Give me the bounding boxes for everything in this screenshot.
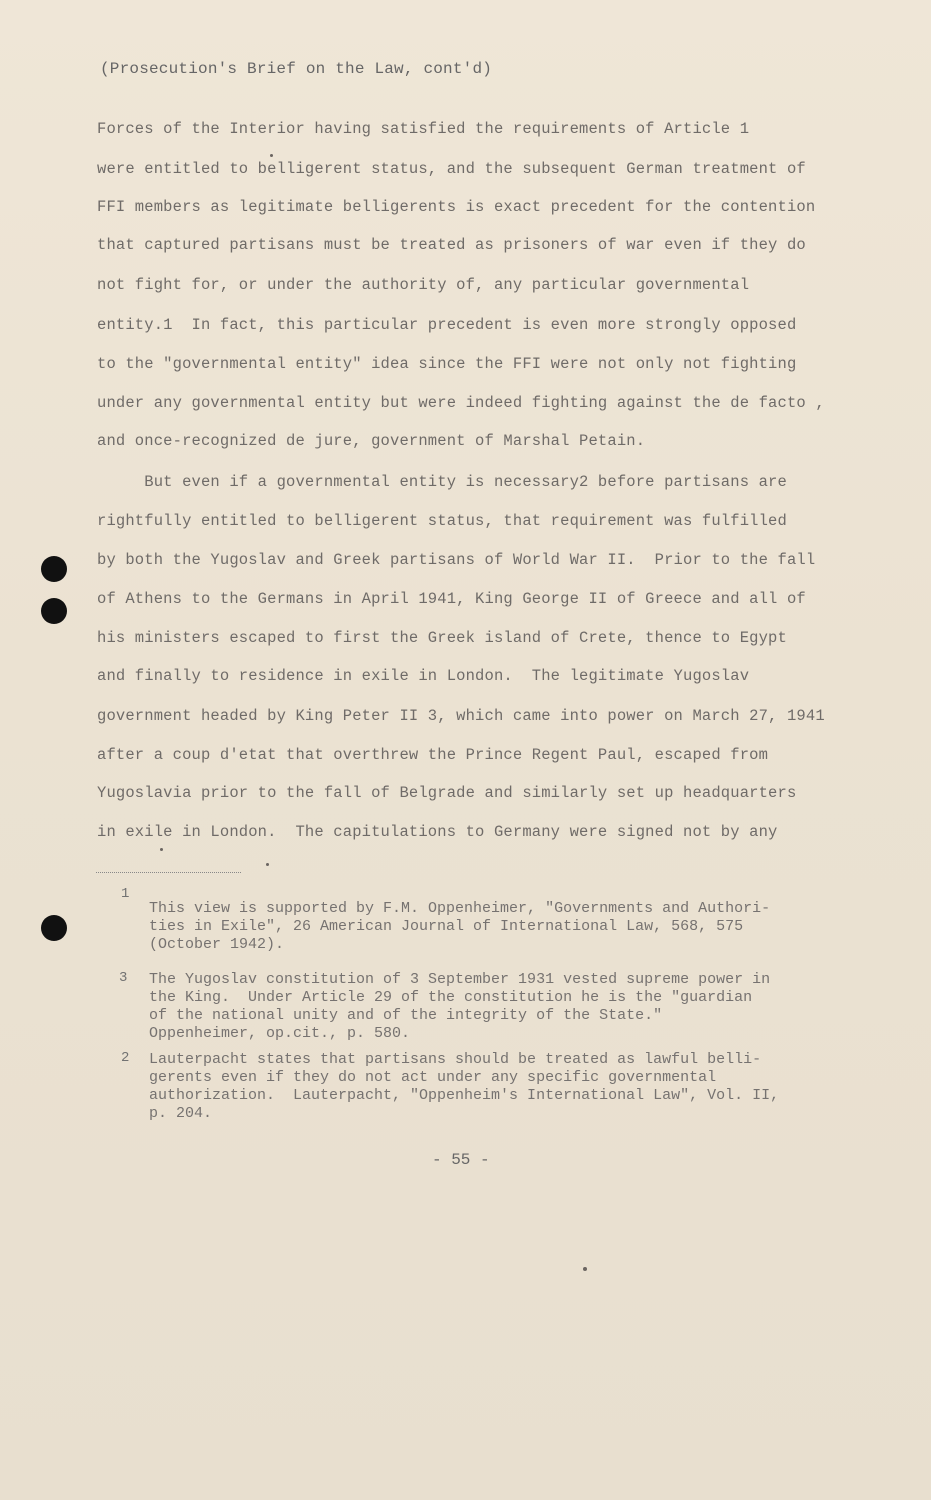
footnote-line: ties in Exile", 26 American Journal of International Law, 568, 575 <box>149 918 744 935</box>
binder-hole <box>41 915 67 941</box>
footnote-marker: 3 <box>119 970 128 986</box>
body-line: after a coup d'etat that overthrew the Prince Regent Paul, escaped from <box>97 746 769 764</box>
footnote-line: of the national unity and of the integrity of the State." <box>149 1007 663 1024</box>
body-line: rightfully entitled to belligerent status, that requirement was fulfilled <box>97 512 787 530</box>
footnote-line: Lauterpacht states that partisans should be treated as lawful belli- <box>149 1051 762 1068</box>
page-header: (Prosecution's Brief on the Law, cont'd) <box>100 60 493 78</box>
paper-speck <box>583 1267 587 1271</box>
body-line: to the "governmental entity" idea since the FFI were not only not fighting <box>97 355 797 373</box>
body-line: Forces of the Interior having satisfied the requirements of Article 1 <box>97 120 750 138</box>
footnote-line: the King. Under Article 29 of the constitution he is the "guardian <box>149 989 753 1006</box>
footnote-marker: 1 <box>121 886 130 902</box>
body-line: FFI members as legitimate belligerents is exact precedent for the contention <box>97 198 816 216</box>
footnote-marker: 2 <box>121 1050 130 1066</box>
body-line: were entitled to belligerent status, and the subsequent German treatment of <box>97 160 806 178</box>
body-line: by both the Yugoslav and Greek partisans of World War II. Prior to the fall <box>97 551 816 569</box>
paper-speck <box>266 863 269 866</box>
body-line: not fight for, or under the authority of, any particular governmental <box>97 276 750 294</box>
body-line: Yugoslavia prior to the fall of Belgrade and similarly set up headquarters <box>97 784 797 802</box>
footnote-line: Oppenheimer, op.cit., p. 580. <box>149 1025 411 1042</box>
body-line: under any governmental entity but were indeed fighting against the de facto , <box>97 394 825 412</box>
body-line: of Athens to the Germans in April 1941, King George II of Greece and all of <box>97 590 806 608</box>
body-line: But even if a governmental entity is necessary2 before partisans are <box>97 473 787 491</box>
footnote-line: This view is supported by F.M. Oppenheimer, "Governments and Authori- <box>149 900 771 917</box>
body-line: government headed by King Peter II 3, which came into power on March 27, 1941 <box>97 707 825 725</box>
footnote-line: gerents even if they do not act under any specific governmental <box>149 1069 717 1086</box>
body-line: entity.1 In fact, this particular precedent is even more strongly opposed <box>97 316 797 334</box>
footnote-line: The Yugoslav constitution of 3 September 1931 vested supreme power in <box>149 971 771 988</box>
body-line: his ministers escaped to first the Greek island of Crete, thence to Egypt <box>97 629 787 647</box>
binder-hole <box>41 556 67 582</box>
footnote-line: p. 204. <box>149 1105 213 1122</box>
binder-hole <box>41 598 67 624</box>
body-line: that captured partisans must be treated as prisoners of war even if they do <box>97 236 806 254</box>
body-line: and once-recognized de jure, government of Marshal Petain. <box>97 432 646 450</box>
body-line: in exile in London. The capitulations to Germany were signed not by any <box>97 823 778 841</box>
footnote-divider <box>96 872 241 873</box>
footnote-line: (October 1942). <box>149 936 285 953</box>
footnote-line: authorization. Lauterpacht, "Oppenheim's International Law", Vol. II, <box>149 1087 780 1104</box>
page-number: - 55 - <box>432 1151 490 1169</box>
paper-speck <box>270 154 273 157</box>
body-line: and finally to residence in exile in London. The legitimate Yugoslav <box>97 667 750 685</box>
paper-speck <box>160 848 163 851</box>
